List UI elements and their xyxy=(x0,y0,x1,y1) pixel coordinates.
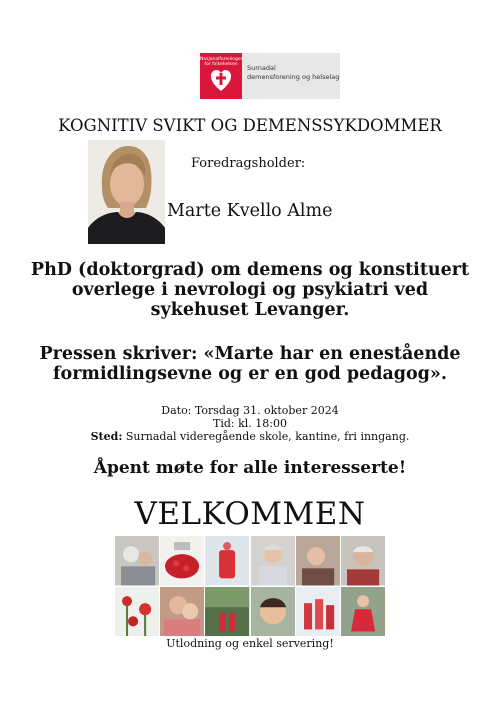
place-label: Sted: xyxy=(90,430,123,443)
logo-org-line-1: Surnadal xyxy=(247,64,276,72)
logo-emblem xyxy=(200,53,242,99)
collage-caption: Utlodning og enkel servering! xyxy=(166,637,334,650)
speaker-name: Marte Kvello Alme xyxy=(167,201,333,221)
collage-photo-girl-red-dress xyxy=(341,587,385,637)
organization-logo xyxy=(200,53,340,99)
collage-photo-woman-smiling xyxy=(296,536,340,586)
collage-photo-red-glasses xyxy=(296,587,340,637)
speaker-photo xyxy=(88,140,165,244)
event-place xyxy=(0,430,500,443)
collage-photo-forest-boots xyxy=(205,587,249,637)
place-text: Surnadal videregående skole, kantine, fri inngang. xyxy=(125,430,410,443)
collage-photo-strawberries xyxy=(160,536,204,586)
speaker-label: Foredragsholder: xyxy=(191,156,306,171)
welcome-heading: VELKOMMEN xyxy=(134,496,366,532)
press-quote: Pressen skriver: «Marte har en enestående formidlingsevne og er en god pedagog». xyxy=(39,344,461,384)
page-title: KOGNITIV SVIKT OG DEMENSSYKDOMMER xyxy=(58,116,442,135)
collage-photo-child xyxy=(251,587,295,637)
speaker-bio: PhD (doktorgrad) om demens og konstituert overlege i nevrologi og psykiatri ved sykehuset Levanger. xyxy=(30,260,470,320)
logo-org-name xyxy=(242,53,339,99)
collage-photo-red-drink xyxy=(205,536,249,586)
logo-line-1: Nasjonalforeningen xyxy=(200,57,244,62)
collage-photo-hug xyxy=(160,587,204,637)
open-meeting-text: Åpent møte for alle interesserte! xyxy=(93,458,407,478)
photo-collage xyxy=(115,536,385,636)
logo-line-2: for folkehelsen xyxy=(204,62,238,67)
event-date: Dato: Torsdag 31. oktober 2024 xyxy=(161,404,339,417)
collage-photo-elderly-women xyxy=(115,536,159,586)
heart-cross-icon xyxy=(211,69,231,93)
collage-photo-elderly-man xyxy=(341,536,385,586)
collage-photo-red-flowers xyxy=(115,587,159,637)
collage-photo-older-man xyxy=(251,536,295,586)
event-time: Tid: kl. 18:00 xyxy=(213,417,287,430)
logo-org-line-2: demensforening og helselag xyxy=(247,73,340,81)
